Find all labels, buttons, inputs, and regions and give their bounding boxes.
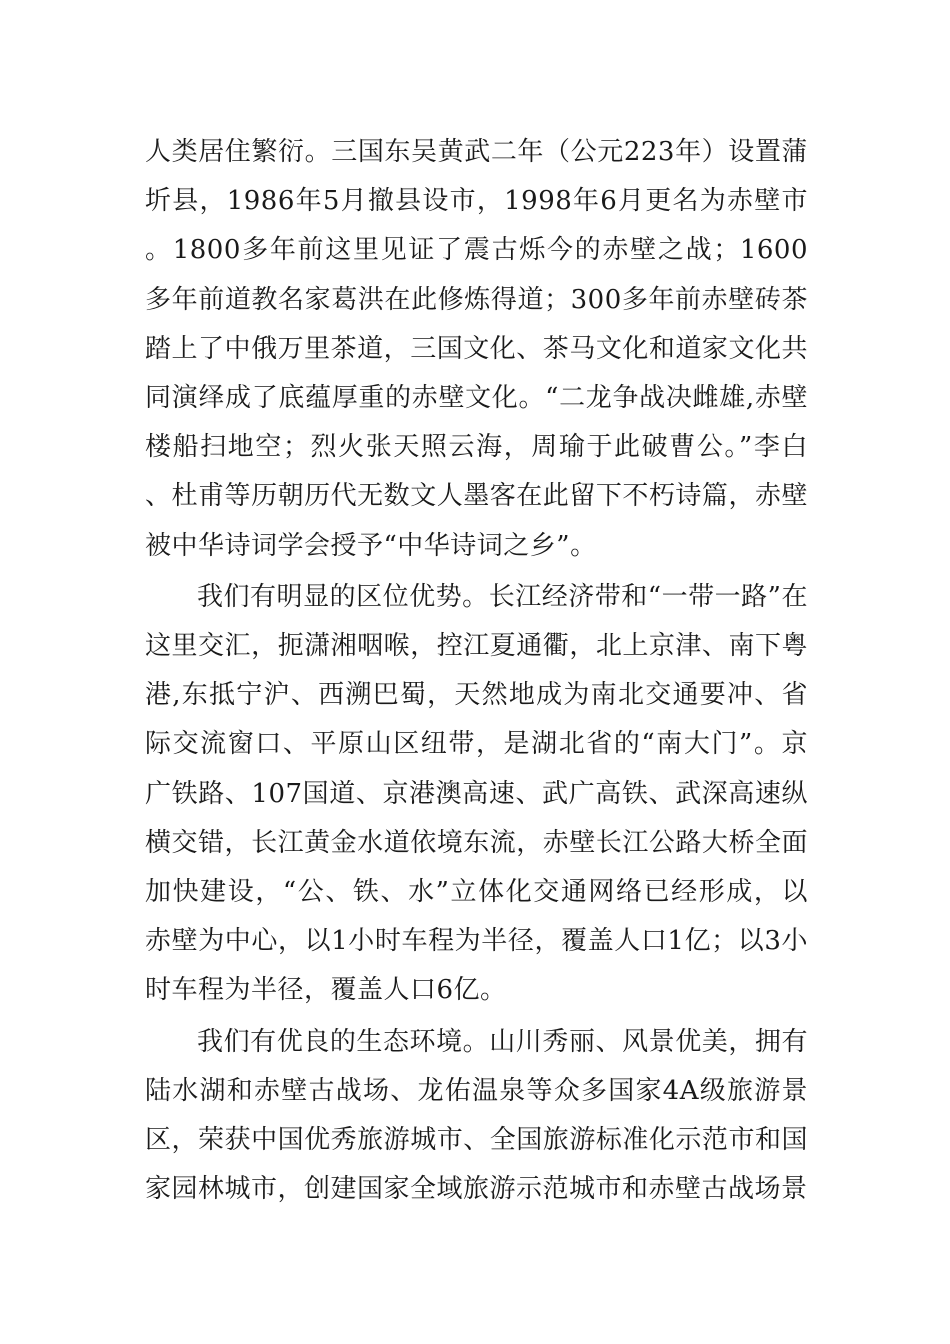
- paragraph-ecology: 我们有优良的生态环境。山川秀丽、风景优美，拥有陆水湖和赤壁古战场、龙佑温泉等众多国家4A级旅游景区，荣获中国优秀旅游城市、全国旅游标准化示范市和国家园林城市，创建国家全域旅游示范城市和赤壁古战场景: [145, 1026, 808, 1205]
- paragraph-location: 我们有明显的区位优势。长江经济带和“一带一路”在这里交汇，扼潇湘咽喉，控江夏通衢，北上京津、南下粤港,东抵宁沪、西溯巴蜀，天然地成为南北交通要冲、省际交流窗口、平原山区纽带，是湖北省的“南大门”。京广铁路、107国道、京港澳高速、武广高铁、武深高速纵横交错，长江黄金水道依境东流，赤壁长江公路大桥全面加快建设，“公、铁、水”立体化交通网络已经形成，以赤壁为中心，以1小时车程为半径，覆盖人口1亿；以3小时车程为半径，覆盖人口6亿。: [145, 581, 808, 1006]
- paragraph-history: 人类居住繁衍。三国东吴黄武二年（公元223年）设置蒲圻县，1986年5月撤县设市，1998年6月更名为赤壁市。1800多年前这里见证了震古烁今的赤壁之战；1600多年前道教名家葛洪在此修炼得道；300多年前赤壁砖茶踏上了中俄万里茶道，三国文化、茶马文化和道家文化共同演绎成了底蕴厚重的赤壁文化。“二龙争战决雌雄,赤壁楼船扫地空；烈火张天照云海，周瑜于此破曹公。”李白、杜甫等历朝历代无数文人墨客在此留下不朽诗篇，赤壁被中华诗词学会授予“中华诗词之乡”。: [145, 137, 808, 561]
- document-body: [145, 128, 808, 1214]
